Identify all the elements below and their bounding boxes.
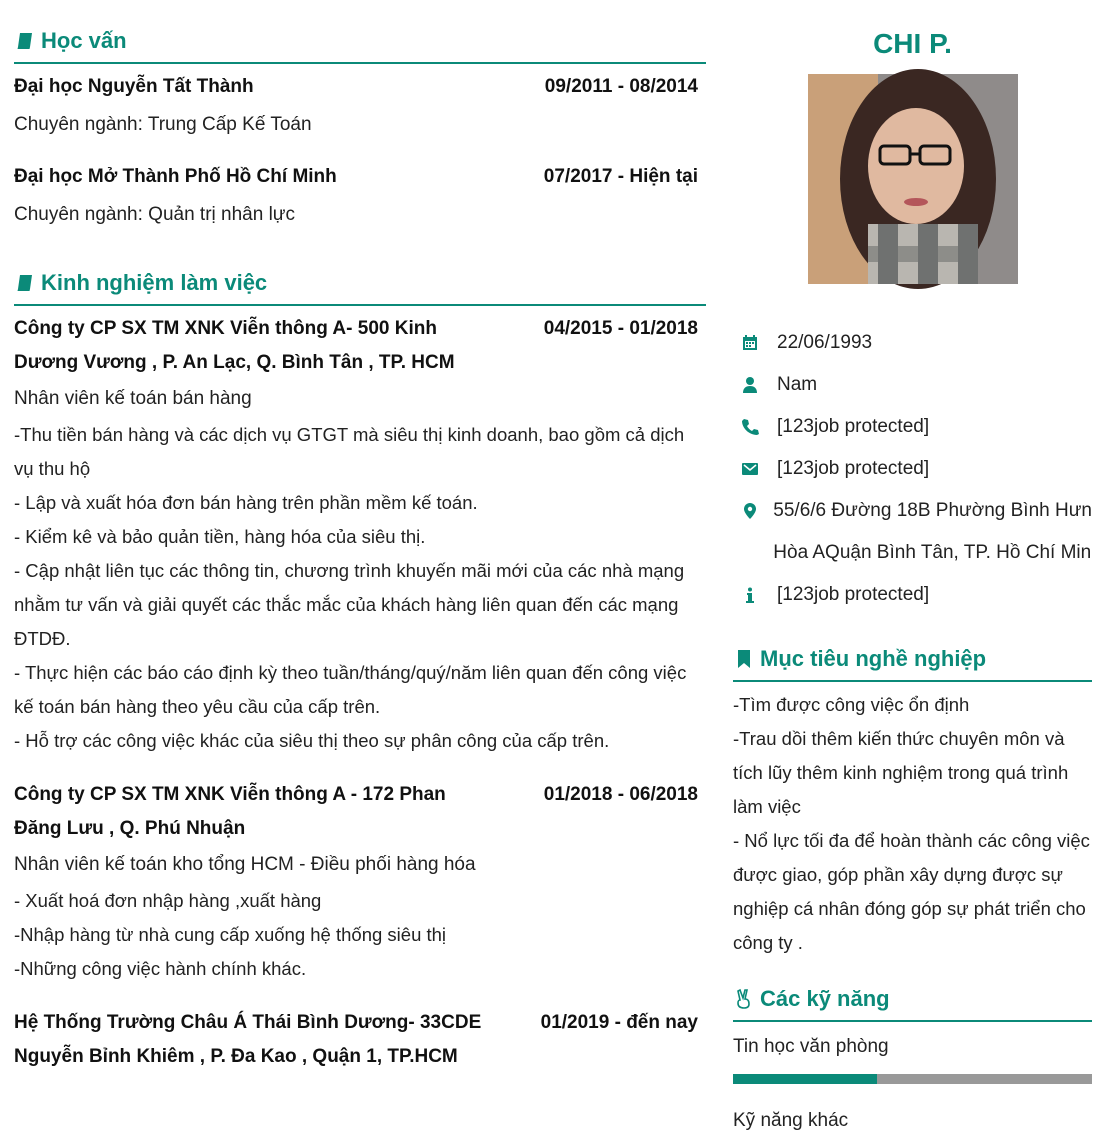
description-line: -Thu tiền bán hàng và các dịch vụ GTGT mà siêu thị kinh doanh, bao gồm cả dịch vụ thu hộ bbox=[14, 424, 685, 479]
email-row bbox=[741, 448, 1092, 490]
skills-heading bbox=[733, 986, 1092, 1022]
envelope-icon bbox=[741, 448, 777, 490]
left-column bbox=[14, 0, 706, 1074]
school-name: Đại học Mở Thành Phố Hồ Chí Minh bbox=[14, 166, 337, 187]
skill-name: Kỹ năng khác bbox=[733, 1110, 849, 1131]
avatar bbox=[808, 74, 1018, 284]
website-value: [123job protected] bbox=[777, 584, 930, 605]
objective-heading bbox=[733, 646, 1092, 682]
right-column bbox=[733, 0, 1092, 1138]
company-name: Hệ Thống Trường Châu Á Thái Bình Dương- 33CDE Nguyễn Bỉnh Khiêm , P. Đa Kao , Quận 1, TP.HCM bbox=[14, 1012, 482, 1067]
book-icon bbox=[14, 272, 36, 294]
address-value bbox=[773, 490, 1092, 574]
position-title: Nhân viên kế toán bán hàng bbox=[14, 388, 252, 409]
description-line: - Thực hiện các báo cáo định kỳ theo tuần/tháng/quý/năm liên quan đến công việc kế toán bán hàng theo yêu cầu của cấp trên. bbox=[14, 662, 687, 717]
experience-description bbox=[14, 884, 706, 986]
company-name: Công ty CP SX TM XNK Viễn thông A- 500 Kinh Dương Vương , P. An Lạc, Q. Bình Tân , TP. HCM bbox=[14, 318, 455, 373]
education-date: 07/2017 - Hiện tại bbox=[543, 166, 698, 187]
map-marker-icon bbox=[741, 490, 773, 532]
position-title: Nhân viên kế toán kho tổng HCM - Điều phối hàng hóa bbox=[14, 854, 476, 875]
education-heading-label: Học vấn bbox=[41, 28, 127, 53]
description-line: - Xuất hoá đơn nhập hàng ,xuất hàng bbox=[14, 890, 322, 911]
user-icon bbox=[741, 364, 777, 406]
description-line: - Lập và xuất hóa đơn bán hàng trên phần mềm kế toán. bbox=[14, 492, 478, 513]
objective-heading-label: Mục tiêu nghề nghiệp bbox=[760, 646, 987, 671]
contact-info bbox=[741, 322, 1092, 616]
experience-heading bbox=[14, 270, 706, 306]
description-line: -Nhập hàng từ nhà cung cấp xuống hệ thống siêu thị bbox=[14, 924, 447, 945]
objective-text bbox=[733, 688, 1092, 960]
experience-date: 01/2018 - 06/2018 bbox=[543, 784, 698, 805]
education-item bbox=[14, 70, 706, 142]
objective-line: -Tìm được công việc ổn định bbox=[733, 694, 970, 715]
education-date: 09/2011 - 08/2014 bbox=[544, 76, 698, 97]
education-heading bbox=[14, 28, 706, 64]
phone-icon bbox=[741, 406, 777, 448]
experience-date: 01/2019 - đến nay bbox=[540, 1012, 698, 1033]
experience-item bbox=[14, 778, 706, 986]
experience-heading-label: Kinh nghiệm làm việc bbox=[41, 270, 268, 295]
candidate-name: CHI P. bbox=[873, 28, 952, 59]
skill-name: Tin học văn phòng bbox=[733, 1036, 889, 1057]
objective-line: - Nổ lực tối đa để hoàn thành các công việc được giao, góp phần xây dựng được sự nghiệp cá nhân đóng góp sự phát triển cho công ty . bbox=[733, 830, 1090, 953]
skill-level-fill bbox=[733, 1074, 877, 1084]
birthday-value: 22/06/1993 bbox=[777, 332, 873, 353]
phone-value: [123job protected] bbox=[777, 416, 930, 437]
calendar-icon bbox=[741, 322, 777, 364]
description-line: - Cập nhật liên tục các thông tin, chương trình khuyến mãi mới của các nhà mạng nhằm tư vấn và giải quyết các thắc mắc của khách hàng liên quan đến các mạng ĐTDĐ. bbox=[14, 560, 685, 649]
description-line: -Những công việc hành chính khác. bbox=[14, 958, 307, 979]
address-line: Hòa AQuận Bình Tân, TP. Hồ Chí Min bbox=[773, 542, 1092, 563]
phone-row bbox=[741, 406, 1092, 448]
skill-item bbox=[733, 1030, 1092, 1084]
experience-date: 04/2015 - 01/2018 bbox=[543, 318, 698, 339]
education-major: Chuyên ngành: Quản trị nhân lực bbox=[14, 204, 296, 225]
objective-line: -Trau dồi thêm kiến thức chuyên môn và tích lũy thêm kinh nghiệm trong quá trình làm việc bbox=[733, 728, 1069, 817]
book-icon bbox=[14, 30, 36, 52]
skills-heading-label: Các kỹ năng bbox=[760, 986, 890, 1011]
address-line: 55/6/6 Đường 18B Phường Bình Hưn bbox=[773, 500, 1092, 521]
school-name: Đại học Nguyễn Tất Thành bbox=[14, 76, 254, 97]
birthday-row bbox=[741, 322, 1092, 364]
education-major: Chuyên ngành: Trung Cấp Kế Toán bbox=[14, 114, 312, 135]
company-name: Công ty CP SX TM XNK Viễn thông A - 172 Phan Đăng Lưu , Q. Phú Nhuận bbox=[14, 784, 446, 839]
experience-item bbox=[14, 1006, 706, 1074]
info-icon bbox=[741, 574, 777, 616]
bookmark-icon bbox=[733, 648, 755, 670]
experience-description bbox=[14, 418, 706, 758]
skill-item bbox=[733, 1104, 1092, 1138]
email-value: [123job protected] bbox=[777, 458, 930, 479]
description-line: - Hỗ trợ các công việc khác của siêu thị theo sự phân công của cấp trên. bbox=[14, 730, 610, 751]
address-row bbox=[741, 490, 1092, 574]
skill-level-bar bbox=[733, 1074, 1092, 1084]
victory-hand-icon bbox=[733, 988, 755, 1010]
experience-item bbox=[14, 312, 706, 758]
description-line: - Kiểm kê và bảo quản tiền, hàng hóa của siêu thị. bbox=[14, 526, 426, 547]
gender-value: Nam bbox=[777, 374, 818, 395]
gender-row bbox=[741, 364, 1092, 406]
education-item bbox=[14, 160, 706, 232]
website-row bbox=[741, 574, 1092, 616]
